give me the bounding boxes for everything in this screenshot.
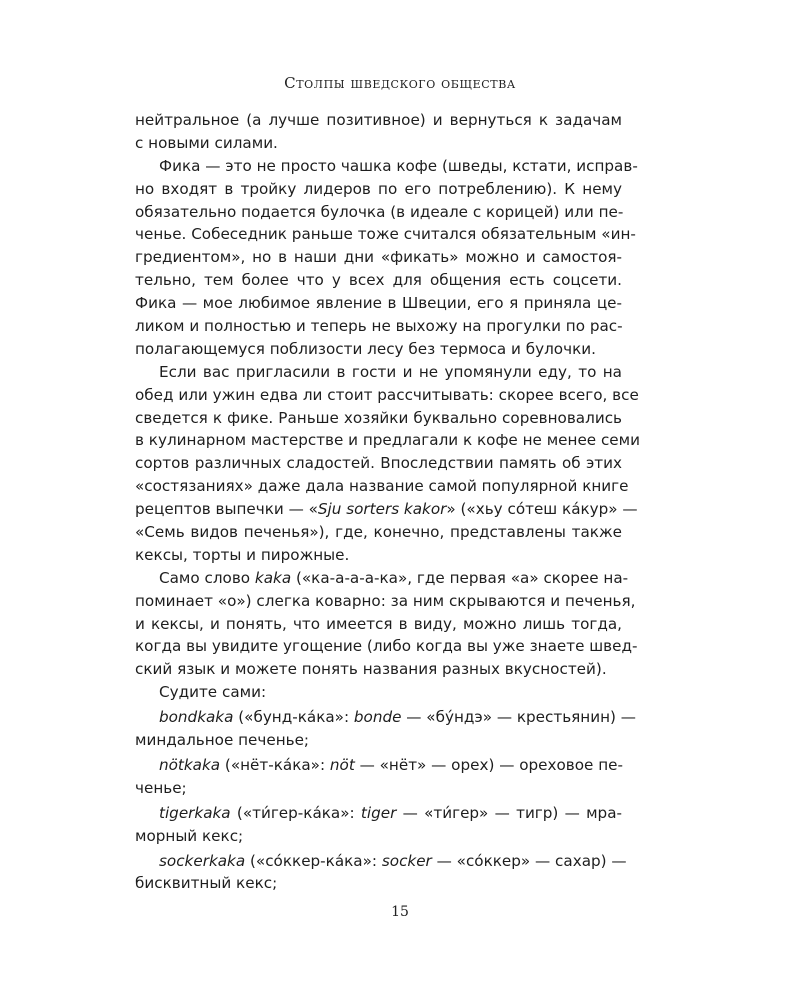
text-line xyxy=(135,729,622,752)
text-run: Если вас пригласили в гости и не упомянули еду, то на xyxy=(159,362,622,381)
text-run: Судите сами: xyxy=(159,683,267,702)
italic-term: sockerkaka xyxy=(159,851,246,870)
italic-term: kaka xyxy=(254,568,292,587)
text-run: — «ти́гер» — тигр) — мра- xyxy=(396,803,622,822)
text-run: ский язык и можете понять названия разных вкусностей). xyxy=(135,660,607,679)
text-line xyxy=(135,658,622,681)
text-run: — «со́ккер» — сахар) — xyxy=(431,851,627,870)
text-line xyxy=(135,429,640,452)
paragraph-fika xyxy=(135,155,638,361)
text-line xyxy=(135,315,622,338)
text-run: кексы, торты и пирожные. xyxy=(135,545,350,564)
text-run: нейтральное (а лучше позитивное) и вернуться к задачам xyxy=(135,111,622,129)
text-line xyxy=(135,590,636,613)
text-line xyxy=(135,132,622,155)
italic-term: bonde xyxy=(353,708,402,727)
italic-term: nöt xyxy=(329,755,355,774)
text-line xyxy=(135,706,636,729)
text-run: ченье; xyxy=(135,778,187,797)
text-run: («со́ккер-ка́ка»: xyxy=(245,851,382,870)
text-line xyxy=(135,613,622,636)
text-line xyxy=(135,201,622,224)
text-line xyxy=(135,544,622,567)
text-line xyxy=(135,292,622,315)
text-line xyxy=(135,498,638,521)
text-run: поминает «о») слегка коварно: за ним скрываются и печенья, xyxy=(135,591,636,610)
text-run: и кексы, и понять, что имеется в виду, можно лишь тогда, xyxy=(135,614,622,633)
text-run: но входят в тройку лидеров по его потреблению). К нему xyxy=(135,179,622,198)
text-run: миндальное печенье; xyxy=(135,731,310,750)
glossary-notkaka xyxy=(135,754,622,800)
text-run: («бунд-ка́ка»: xyxy=(233,708,354,727)
paragraph-kaka xyxy=(135,567,638,681)
text-run: Само слово xyxy=(159,568,255,587)
text-line xyxy=(135,223,636,246)
text-line xyxy=(135,567,629,590)
text-line xyxy=(135,777,622,800)
text-line xyxy=(135,109,622,132)
text-line xyxy=(135,178,622,201)
text-run: рецептов выпечки — « xyxy=(135,500,318,519)
text-line xyxy=(135,475,629,498)
text-line xyxy=(135,452,622,475)
italic-term: nötkaka xyxy=(159,755,221,774)
text-run: бисквитный кекс; xyxy=(135,874,278,893)
text-line xyxy=(135,521,622,544)
text-run: в кулинарном мастерстве и предлагали к кофе не менее семи xyxy=(135,431,640,450)
text-line xyxy=(135,681,622,704)
text-run: гредиентом», но в наши дни «фикать» можно и самостоя- xyxy=(135,248,622,267)
text-run: обед или ужин едва ли стоит рассчитывать: скорее всего, все xyxy=(135,385,639,404)
text-run: («нёт-ка́ка»: xyxy=(220,755,330,774)
italic-term: socker xyxy=(381,851,432,870)
text-run: «Семь видов печенья»), где, конечно, представлены также xyxy=(135,523,622,542)
text-run: тельно, тем более что у всех для общения есть соцсети. xyxy=(135,271,622,290)
text-run: ченье. Собеседник раньше тоже считался обязательным «ин- xyxy=(135,225,636,244)
paragraph-guests xyxy=(135,361,640,567)
text-line xyxy=(135,635,638,658)
italic-term: tigerkaka xyxy=(159,803,231,822)
text-run: с новыми силами. xyxy=(135,133,278,152)
text-run: «состязаниях» даже дала название самой популярной книге xyxy=(135,477,629,496)
italic-term: tiger xyxy=(360,803,397,822)
body-text xyxy=(135,109,640,895)
paragraph-end-of-previous xyxy=(135,109,622,155)
italic-term: bondkaka xyxy=(159,708,234,727)
text-run: морный кекс; xyxy=(135,826,244,845)
text-line xyxy=(135,872,622,895)
text-line xyxy=(135,269,622,292)
text-run: ликом и полностью и теперь не выхожу на прогулки по рас- xyxy=(135,317,623,336)
text-run: полагающемуся поблизости лесу без термоса и булочки. xyxy=(135,339,596,358)
text-line xyxy=(135,338,622,361)
glossary-bondkaka xyxy=(135,706,636,752)
paragraph-judge xyxy=(135,681,622,704)
text-run: — «бу́ндэ» — крестьянин) — xyxy=(401,708,636,727)
text-run: («ти́гер-ка́ка»: xyxy=(230,803,361,822)
text-run: Фика — мое любимое явление в Швеции, его я приняла це- xyxy=(135,294,622,313)
italic-term: Sju sorters kakor xyxy=(317,500,447,519)
text-run: («ка-а-а-а-ка», где первая «а» скорее на- xyxy=(291,568,629,587)
text-line xyxy=(135,155,638,178)
page-number: 15 xyxy=(391,904,409,920)
text-line xyxy=(135,384,639,407)
text-run: сведется к фике. Раньше хозяйки буквально соревновались xyxy=(135,408,622,427)
text-line xyxy=(135,754,622,777)
text-run: — «нёт» — орех) — ореховое пе- xyxy=(354,755,623,774)
text-line xyxy=(135,802,622,825)
text-line xyxy=(135,850,627,873)
glossary-tigerkaka xyxy=(135,802,622,848)
text-run: обязательно подается булочка (в идеале с корицей) или пе- xyxy=(135,202,624,221)
text-run: » («хьу со́теш ка́кур» — xyxy=(446,500,638,519)
glossary-sockerkaka xyxy=(135,850,627,896)
text-run: когда вы увидите угощение (либо когда вы уже знаете швед- xyxy=(135,637,638,656)
text-line xyxy=(135,246,622,269)
text-run: Фика — это не просто чашка кофе (шведы, кстати, исправ- xyxy=(159,156,638,175)
text-line xyxy=(135,825,622,848)
text-run: сортов различных сладостей. Впоследствии память об этих xyxy=(135,454,622,473)
text-line xyxy=(135,407,622,430)
running-head: Столпы шведского общества xyxy=(284,74,516,92)
text-line xyxy=(135,361,622,384)
